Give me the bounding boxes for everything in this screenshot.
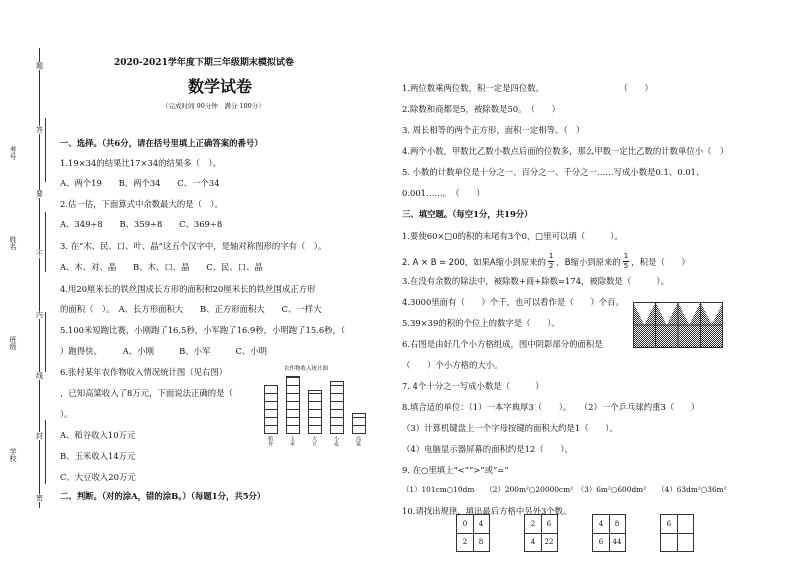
pattern-tile-4 [660,514,694,552]
q3-3: 3.在没有余数的除法中，被除数+商+除数=174，被除数是（ ）。 [402,276,669,286]
shaded-grid-figure [633,302,723,348]
tile-answer-cell[interactable] [661,535,677,549]
q3-6-line1: 6.右图是由好几个小方格组成，图中阴影部分的面积是 [402,339,603,349]
q2-5-line1: 5. 小数的计数单位是十分之一、百分之一、千分之一……写成小数是0.1、0.01、 [402,167,705,177]
fraction-fifth [623,252,629,271]
chart-bar [352,413,366,434]
chart-category-label: 小麦 [333,436,339,446]
q1-3: 3. 在“木、民、口、叶、晶”这五个汉字中，是轴对称图形的字有（ ）。 [60,241,327,251]
tile-cell: 2 [530,520,536,528]
chart-bar [330,381,344,434]
margin-char: 封 [36,432,43,440]
tile-cell: 4 [598,520,604,528]
q1-1-options: A、两个19 B、两个34 C、一个34 [60,178,220,188]
chart-category-label: 稻谷 [267,436,273,446]
q1-6-line2: ，已知高粱收入了8万元，下面说法正确的是（ [60,388,233,398]
q2-1: 1.两位数乘两位数，积一定是四位数。 （ ） [402,83,653,93]
q2-4: 4.两个小数，甲数比乙数小数点后面的位数多，那么甲数一定比乙数的计数单位小（ ） [402,146,729,156]
exam-info: （完成时间 90分钟 满分 100分） [162,102,265,110]
q3-10: 10.请找出规律，填出最后方格中另外3个数。 [402,506,572,516]
tile-cell: 2 [462,538,468,546]
q1-1: 1.19×34的结果比17×34的结果多（ ）。 [60,158,221,168]
q1-6-option-c: C、大豆收入20万元 [60,472,136,482]
q2-5-line2: 0.001……。 （ ） [402,188,485,198]
tile-cell: 8 [478,538,484,546]
fraction-numerator: 1 [548,252,554,260]
margin-char: 线 [36,372,43,380]
fraction-numerator: 1 [623,252,629,260]
exam-title: 2020-2021学年度下期三年级期末模拟试卷 [114,58,294,68]
tile-cell: 6 [666,520,672,528]
q3-9: 9. 在○里填上“<”“>”或“=” [402,465,509,475]
q3-2-text-a: 2. A × B = 200，如果A缩小到原来的 [402,256,546,267]
q2-3: 3. 周长相等的两个正方形，面积一定相等。（ ） [402,125,585,135]
margin-char: 密 [36,494,43,502]
exam-number-label: 考号 [9,146,17,160]
section-2-title: 二、判断。（对的涂A，错的涂B。）（每题1分，共5分） [60,491,266,501]
chart-category-label: 大豆 [311,436,317,446]
crop-income-chart [254,362,366,458]
tile-cell: 6 [598,538,604,546]
q3-2 [402,252,690,271]
q1-4-line1: 4.用20厘米长的铁丝围成长方形的面积和20厘米长的铁丝围成正方形 [60,284,316,294]
q1-6-option-b: B、玉米收入14万元 [60,451,136,461]
q1-2-options: A、349÷8 B、359÷8 C、369÷8 [60,219,223,229]
margin-char: 内 [36,311,43,319]
q2-2: 2.除数和商都是5，被除数是50。 （ ） [402,104,560,114]
margin-char: 要 [36,190,43,198]
exam-subject: 数学试卷 [188,77,253,96]
q1-6-line3: ）。 [60,409,73,419]
q1-6-line1: 6.张村某年农作物收入情况统计图（见右图） [60,367,228,377]
q1-5-line2: ）跑得快。 A、小刚 B、小军 C、小明 [60,346,268,356]
q3-8-d: （4）电脑显示器屏幕的面积约是12（ ）。 [402,444,573,454]
q3-9-options: （1）101cm○10dm （2）200m²○20000cm² （3）6m²○600dm² （4）63dm²○36m² [402,485,727,494]
tile-cell: 4 [530,538,536,546]
q1-4-line2: 的面积（ ）。 A、长方形面积大 B、正方形面积大 C、一样大 [60,304,322,314]
q3-2-text-c: ，积是（ ） [631,256,690,267]
class-label: 班级 [9,336,17,350]
margin-char: 不 [36,250,43,258]
q3-6-line2: （ ）个小方格的大小。 [402,360,503,370]
q3-4: 4.3000里面有（ ）个千，也可以看作是（ ）个百。 [402,297,624,307]
q3-2-text-b: ，B缩小到原来的 [556,256,621,267]
pattern-tile-1 [456,514,490,552]
tile-answer-cell[interactable] [677,535,693,549]
tile-cell: 0 [462,520,468,528]
section-1-title: 一、选择。（共6分，请在括号里填上正确答案的番号） [60,138,263,148]
q3-1: 1.要使60×□0的积的末尾有3个0，□里可以填（ ）。 [402,231,623,241]
exam-number-line [45,118,46,182]
chart-title: 农作物收入统计图 [284,366,329,372]
q1-5-line1: 5.100米短跑比赛，小刚跑了16.5秒，小军跑了16.9秒，小明跑了15.6秒，（ [60,325,346,335]
tile-cell: 6 [546,520,552,528]
fraction-half [548,252,554,271]
q1-2: 2.估一估，下面算式中余数最大的是（ ）。 [60,199,223,209]
q1-3-options: A、木、对、晶 B、木、口、晶 C、民、口、晶 [60,262,263,272]
q1-6-option-a: A、稻谷收入10万元 [60,430,136,440]
fraction-denominator: 5 [623,262,629,270]
chart-category-label: 玉米 [289,436,295,446]
q3-8-c: （3）计算机键盘上一个字母按键的面积大约是1（ ）。 [402,423,618,433]
margin-char: 答 [36,126,43,134]
q3-7: 7. 4个十分之一写成小数是（ ） [402,381,544,391]
name-label: 姓名 [9,236,17,250]
q3-8: 8.填合适的单位：（1）一本字典厚3（ ）。 （2）一个乒乓球约重3（ ） [402,402,700,412]
tile-cell: 4 [478,520,484,528]
tile-cell: 8 [614,520,620,528]
tile-cell: 22 [544,538,554,546]
class-line [45,312,46,372]
chart-category-label: 高粱 [355,436,361,446]
chart-bar [264,385,278,434]
pattern-tile-2 [524,514,558,552]
tile-answer-cell[interactable] [677,517,693,531]
school-line [45,420,46,484]
school-label: 学校 [9,448,17,462]
name-line [45,212,46,272]
q3-5: 5.39×39的积的个位上的数字是（ ）。 [402,318,560,328]
chart-bar [286,376,300,434]
chart-bar [308,390,322,434]
section-3-title: 三、填空题。（每空1分，共19分） [402,209,533,219]
margin-char: 题 [36,62,43,70]
tile-cell: 44 [612,538,622,546]
pattern-tile-3 [592,514,626,552]
fraction-denominator: 2 [548,262,554,270]
